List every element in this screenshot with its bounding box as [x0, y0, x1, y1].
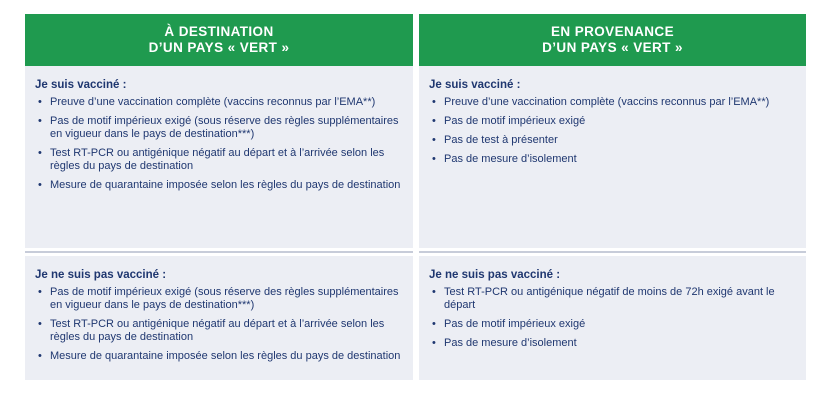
list-item-text: Test RT-PCR ou antigénique négatif au départ et à l’arrivée selon les règles du pays de destination: [50, 147, 385, 172]
list-item-text: Mesure de quarantaine imposée selon les règles du pays de destination: [50, 179, 401, 191]
rules-list: [429, 286, 798, 350]
bullet-icon: •: [38, 115, 42, 127]
cell-title: Je suis vacciné :: [35, 79, 127, 91]
cell-title: Je ne suis pas vacciné :: [35, 269, 167, 281]
cell-destination-not-vaccinated: [25, 256, 413, 380]
bullet-icon: •: [432, 96, 436, 108]
row-separator: [25, 248, 413, 256]
list-item: [35, 147, 405, 173]
list-item: [35, 318, 405, 344]
column-provenance: [419, 14, 806, 380]
cell-provenance-vaccinated: [419, 66, 806, 248]
list-item-text: Test RT-PCR ou antigénique négatif de moins de 72h exigé avant le départ: [444, 286, 775, 311]
list-item-text: Pas de motif impérieux exigé (sous réserve des règles supplémentaires en vigueur dans le pays de destination***): [50, 286, 399, 311]
list-item: [429, 286, 798, 312]
cell-title: Je ne suis pas vacciné :: [429, 269, 561, 281]
bullet-icon: •: [432, 134, 436, 146]
divider: [419, 251, 806, 253]
list-item: [35, 179, 405, 192]
list-item: [429, 318, 798, 331]
list-item: [35, 286, 405, 312]
column-header-line2: D’UN PAYS « VERT »: [148, 40, 290, 55]
list-item: [35, 350, 405, 363]
cell-destination-vaccinated: [25, 66, 413, 248]
column-header-line2: D’UN PAYS « VERT »: [542, 40, 683, 55]
column-header-line1: À DESTINATION: [164, 24, 274, 39]
bullet-icon: •: [38, 286, 42, 298]
list-item-text: Pas de mesure d’isolement: [444, 337, 577, 349]
list-item-text: Pas de test à présenter: [444, 134, 558, 146]
bullet-icon: •: [432, 318, 436, 330]
column-header-destination: [25, 14, 413, 66]
divider: [25, 251, 413, 253]
column-destination: [25, 14, 413, 380]
list-item-text: Mesure de quarantaine imposée selon les règles du pays de destination: [50, 350, 401, 362]
list-item-text: Preuve d’une vaccination complète (vaccins reconnus par l’EMA**): [50, 96, 376, 108]
bullet-icon: •: [432, 153, 436, 165]
list-item-text: Preuve d’une vaccination complète (vaccins reconnus par l’EMA**): [444, 96, 770, 108]
list-item-text: Pas de motif impérieux exigé: [444, 115, 586, 127]
bullet-icon: •: [38, 318, 42, 330]
list-item: [429, 153, 798, 166]
rules-list: [429, 96, 798, 166]
list-item: [429, 134, 798, 147]
bullet-icon: •: [38, 96, 42, 108]
rules-list: [35, 96, 405, 192]
row-separator: [419, 248, 806, 256]
cell-title: Je suis vacciné :: [429, 79, 521, 91]
list-item-text: Pas de mesure d’isolement: [444, 153, 577, 165]
bullet-icon: •: [432, 337, 436, 349]
column-header-provenance: [419, 14, 806, 66]
bullet-icon: •: [432, 286, 436, 298]
list-item: [35, 115, 405, 141]
list-item: [429, 96, 798, 109]
travel-rules-table: [25, 14, 806, 380]
list-item: [429, 337, 798, 350]
list-item: [35, 96, 405, 109]
bullet-icon: •: [38, 350, 42, 362]
column-header-line1: EN PROVENANCE: [551, 24, 674, 39]
list-item-text: Pas de motif impérieux exigé: [444, 318, 586, 330]
cell-provenance-not-vaccinated: [419, 256, 806, 380]
bullet-icon: •: [432, 115, 436, 127]
bullet-icon: •: [38, 179, 42, 191]
list-item: [429, 115, 798, 128]
rules-list: [35, 286, 405, 363]
list-item-text: Test RT-PCR ou antigénique négatif au départ et à l’arrivée selon les règles du pays de destination: [50, 318, 385, 343]
list-item-text: Pas de motif impérieux exigé (sous réserve des règles supplémentaires en vigueur dans le pays de destination***): [50, 115, 399, 140]
bullet-icon: •: [38, 147, 42, 159]
